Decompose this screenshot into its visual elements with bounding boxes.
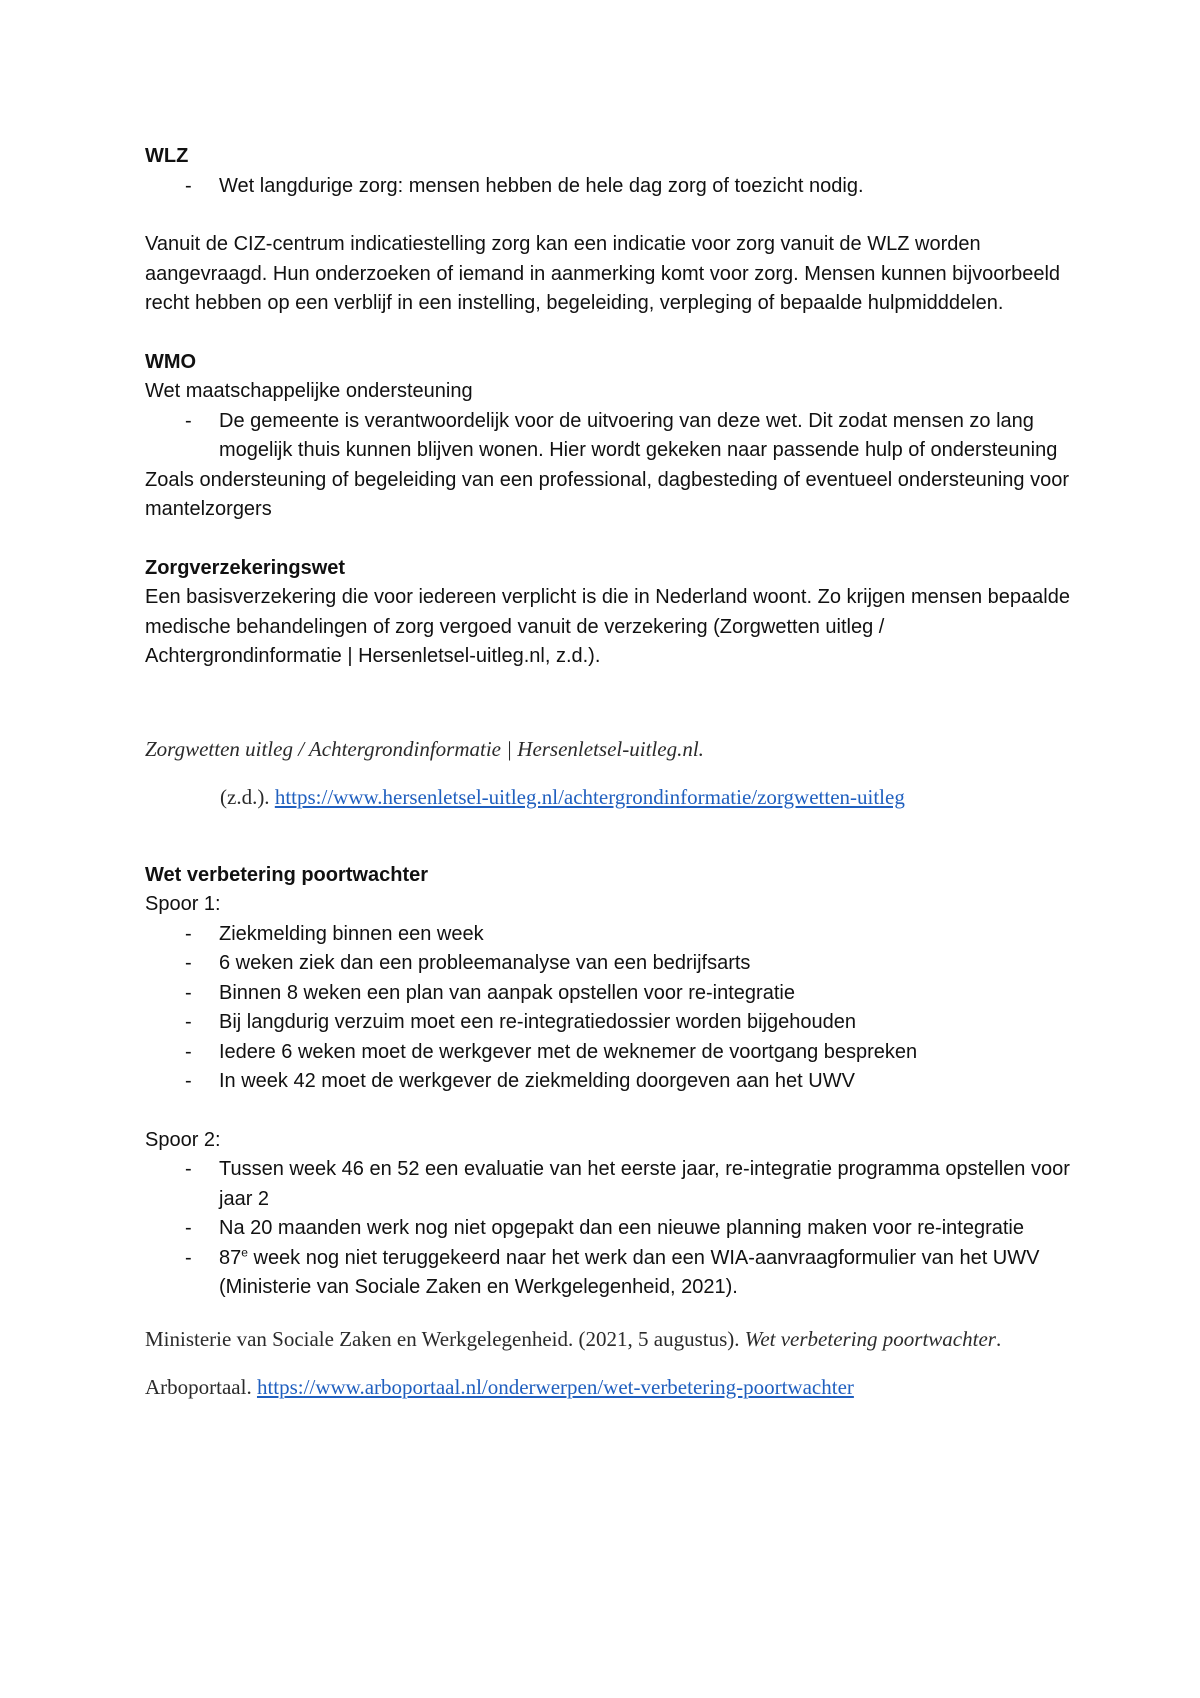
- wvp-heading: Wet verbetering poortwachter: [145, 863, 429, 886]
- list-item: - Bij langdurig verzuim moet een re-integratiedossier worden bijgehouden: [145, 1008, 1085, 1038]
- wmo-heading: WMO: [145, 350, 197, 373]
- reference-1-link[interactable]: https://www.hersenletsel-uitleg.nl/achtergrondinformatie/zorgwetten-uitleg: [274, 785, 905, 809]
- zvw-paragraph: Een basisverzekering die voor iedereen verplicht is die in Nederland woont. Zo krijgen mensen bepaalde medische behandelingen of zorg vergoed vanuit de verzekering (Zorgwetten uitleg / Achtergrondinformatie | Hersenletsel-uitleg.nl, z.d.).: [145, 586, 1070, 667]
- reference-2-link[interactable]: https://www.arboportaal.nl/onderwerpen/wet-verbetering-poortwachter: [256, 1374, 854, 1399]
- dash-bullet: -: [185, 1011, 192, 1033]
- wmo-paragraph: Zoals ondersteuning of begeleiding van een professional, dagbesteding of eventueel ondersteuning voor mantelzorgers: [145, 468, 1070, 520]
- list-item: - Na 20 maanden werk nog niet opgepakt dan een nieuwe planning maken voor re-integratie: [145, 1214, 1085, 1244]
- dash-bullet: -: [185, 1040, 192, 1063]
- reference-1-line: [145, 783, 1085, 813]
- list-item: - Wet langdurige zorg: mensen hebben de hele dag zorg of toezicht nodig.: [145, 172, 1085, 202]
- list-item: - Iedere 6 weken moet de werkgever met de weknemer de voortgang bespreken: [145, 1038, 1085, 1068]
- zvw-heading: Zorgverzekeringswet: [145, 556, 346, 579]
- document-page: [145, 142, 1085, 1411]
- reference-1: [145, 735, 1085, 813]
- list-item: - Tussen week 46 en 52 een evaluatie van het eerste jaar, re-integratie programma opstellen voor jaar 2: [145, 1155, 1085, 1214]
- dash-bullet: -: [185, 952, 192, 974]
- reference-1-title: Zorgwetten uitleg / Achtergrondinformatie | Hersenletsel-uitleg.nl.: [145, 736, 704, 761]
- dash-bullet: -: [185, 922, 192, 945]
- dash-bullet: -: [185, 409, 192, 432]
- wlz-heading: WLZ: [145, 145, 189, 167]
- dash-bullet: -: [185, 1217, 192, 1239]
- wlz-list: [145, 172, 1085, 202]
- list-item: - 6 weken ziek dan een probleemanalyse van een bedrijfsarts: [145, 949, 1085, 979]
- dash-bullet: -: [185, 1158, 192, 1180]
- list-item: - In week 42 moet de werkgever de ziekmelding doorgeven aan het UWV: [145, 1067, 1085, 1097]
- list-item: - Binnen 8 weken een plan van aanpak opstellen voor re-integratie: [145, 979, 1085, 1009]
- spoor-2-list: [145, 1155, 1085, 1303]
- ordinal-superscript: e: [241, 1244, 248, 1259]
- dash-bullet: -: [185, 1246, 192, 1269]
- reference-2: [145, 1315, 1085, 1411]
- wmo-list: [145, 407, 1085, 466]
- spoor-1-list: [145, 920, 1085, 1097]
- wlz-paragraph: Vanuit de CIZ-centrum indicatiestelling zorg kan een indicatie voor zorg vanuit de WLZ worden aangevraagd. Hun onderzoeken of iemand in aanmerking komt voor zorg. Mensen kunnen bijvoorbeeld recht hebben op een verblijf in een instelling, begeleiding, verpleging of bepaalde hulpmidddelen.: [145, 233, 1061, 314]
- list-item: - 87e week nog niet teruggekeerd naar het werk dan een WIA-aanvraagformulier van het UWV (Ministerie van Sociale Zaken en Werkgelegenheid, 2021).: [185, 1244, 1040, 1298]
- list-item: - Ziekmelding binnen een week: [145, 920, 1085, 950]
- spoor-2-label: Spoor 2:: [145, 1128, 221, 1151]
- list-item: - De gemeente is verantwoordelijk voor de uitvoering van deze wet. Dit zodat mensen zo lang mogelijk thuis kunnen blijven wonen. Hier wordt gekeken naar passende hulp of ondersteuning: [145, 407, 1085, 466]
- reference-2-author: Ministerie van Sociale Zaken en Werkgelegenheid. (2021, 5 augustus).: [145, 1326, 745, 1351]
- reference-2-publisher: . Arboportaal.: [145, 1326, 1002, 1399]
- reference-1-date: (z.d.).: [220, 785, 275, 809]
- dash-bullet: -: [185, 1070, 192, 1092]
- spoor-1-label: Spoor 1:: [145, 893, 221, 915]
- dash-bullet: -: [185, 174, 192, 197]
- wmo-subtitle: Wet maatschappelijke ondersteuning: [145, 380, 473, 402]
- dash-bullet: -: [185, 981, 192, 1004]
- reference-2-title: Wet verbetering poortwachter: [744, 1326, 996, 1351]
